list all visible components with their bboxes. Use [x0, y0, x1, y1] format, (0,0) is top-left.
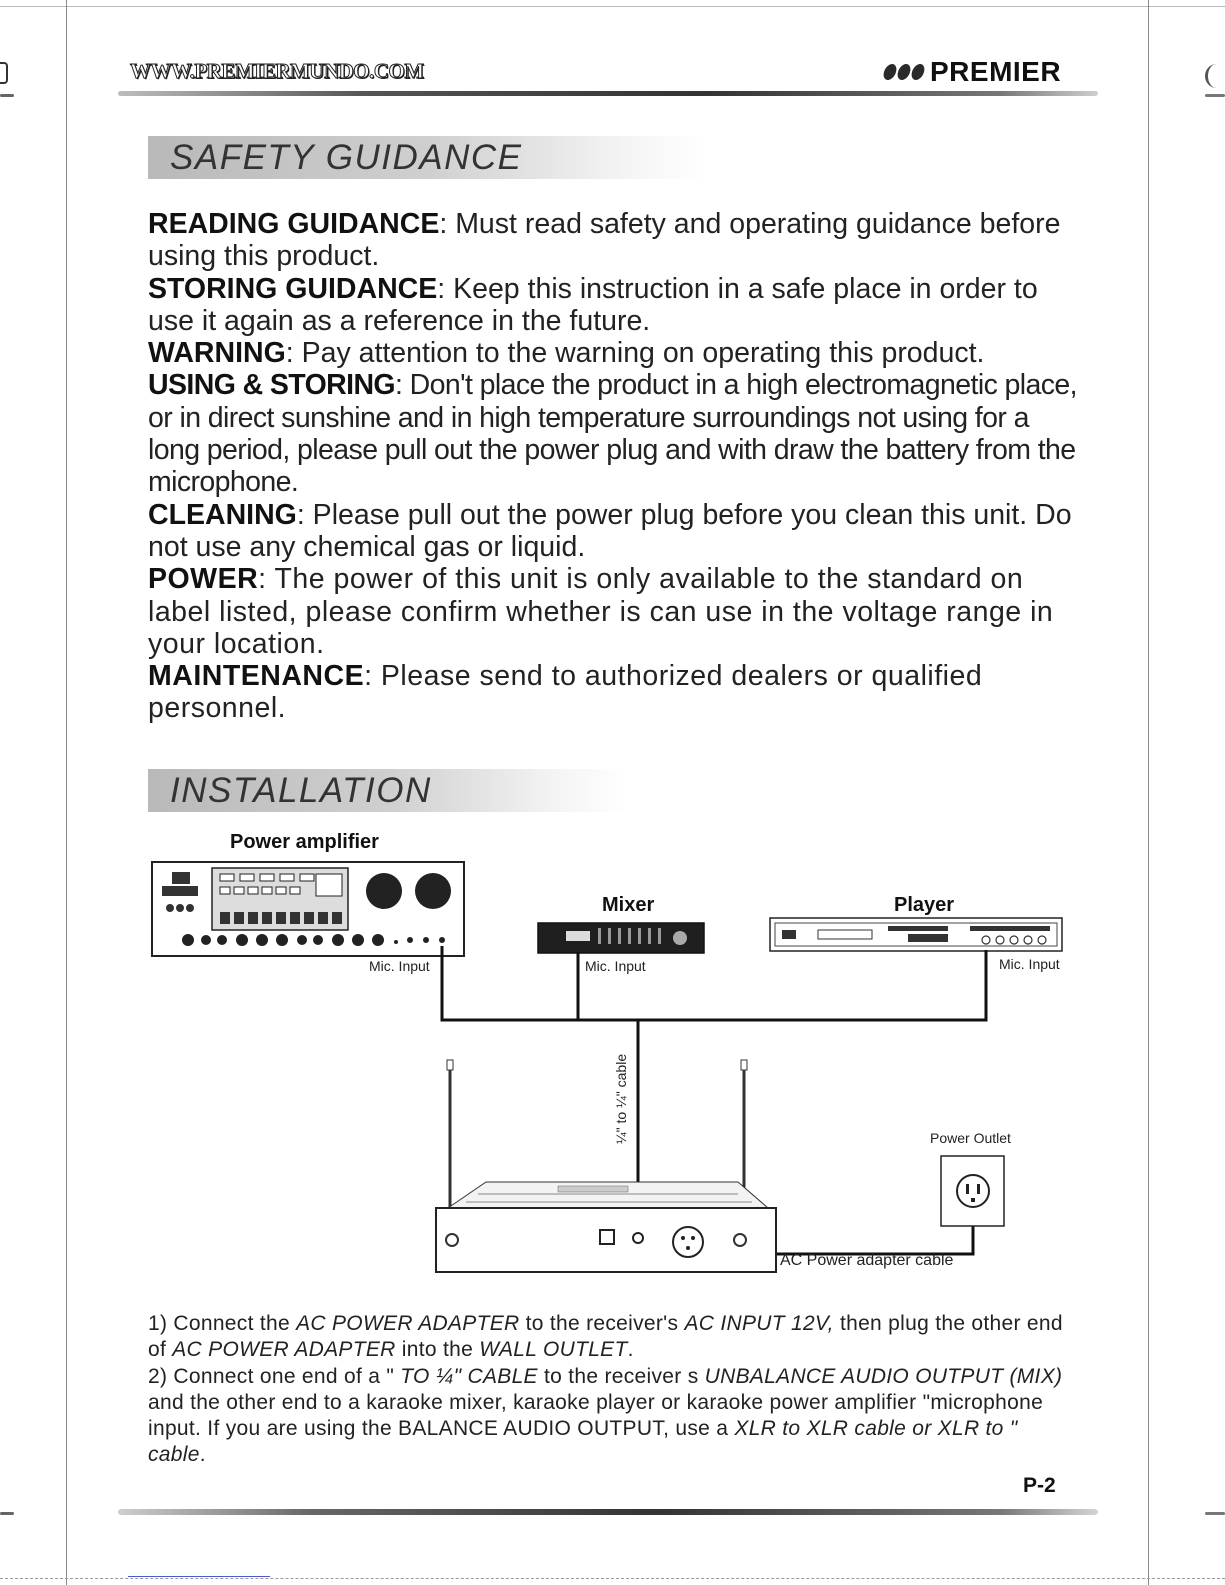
- installation-instructions: [148, 1311, 1068, 1469]
- safety-item-using-storing: USING & STORING: Don't place the product in a high electromagnetic place, or in direct sunshine and in high temperature surroundings not using for a long period, please pull out the power plug and with draw the battery from the microphone.: [148, 369, 1077, 499]
- adjacent-page-edge: [0, 62, 8, 84]
- safety-item-cleaning: CLEANING: Please pull out the power plug before you clean this unit. Do not use any chemical gas or liquid.: [148, 498, 1072, 563]
- power-outlet: [941, 1156, 1004, 1226]
- ac-adapter-cable-label: AC Power adapter cable: [780, 1252, 954, 1269]
- player-mic-input-label: Mic. Input: [999, 956, 1060, 972]
- page-left-border: [66, 0, 67, 1585]
- power-outlet-label: Power Outlet: [930, 1130, 1011, 1146]
- installation-section-title: INSTALLATION: [148, 769, 628, 812]
- receiver-device: [436, 1060, 776, 1272]
- player-device: [770, 918, 1062, 951]
- page-bottom-border: [0, 1578, 1225, 1580]
- safety-text: [148, 208, 1078, 725]
- adjacent-page-edge: [1205, 64, 1225, 88]
- page-number: P-2: [1023, 1474, 1056, 1497]
- safety-item-reading: READING GUIDANCE: Must read safety and operating guidance before using this product.: [148, 208, 1061, 273]
- page-top-border: [0, 0, 1225, 7]
- page-right-border: [1148, 0, 1149, 1585]
- instruction-step-2: 2) Connect one end of a " TO ¼" CABLE to the receiver s UNBALANCE AUDIO OUTPUT (MIX) and the other end to a karaoke mixer, karaoke player or karaoke power amplifier "microphone input. If you are using the BALANCE AUDIO OUTPUT, use a XLR to XLR cable or XLR to " cable.: [148, 1364, 1063, 1467]
- header-rule: [118, 91, 1098, 96]
- adjacent-page-rule: [1205, 1512, 1225, 1515]
- amp-mic-input-label: Mic. Input: [369, 958, 430, 974]
- adjacent-page-rule: [1205, 94, 1225, 97]
- bottom-link-underline: [128, 1576, 270, 1577]
- safety-item-storing: STORING GUIDANCE: Keep this instruction in a safe place in order to use it again as a reference in the future.: [148, 272, 1038, 337]
- mixer-device: [538, 923, 704, 953]
- adjacent-page-rule: [0, 94, 14, 97]
- installation-diagram: [148, 820, 1078, 1295]
- adjacent-page-rule: [0, 1512, 14, 1515]
- safety-item-warning: WARNING: Pay attention to the warning on operating this product.: [148, 337, 985, 370]
- safety-item-power: POWER: The power of this unit is only available to the standard on label listed, please confirm whether is can use in the voltage range in your location.: [148, 563, 1054, 660]
- power-amplifier-device: [152, 862, 464, 956]
- power-amplifier-label: Power amplifier: [230, 831, 379, 853]
- instruction-step-1: 1) Connect the AC POWER ADAPTER to the receiver's AC INPUT 12V, then plug the other end of AC POWER ADAPTER into the WALL OUTLET.: [148, 1312, 1063, 1362]
- mixer-label: Mixer: [602, 894, 655, 916]
- website-url[interactable]: WWW.PREMIERMUNDO.COM: [130, 59, 424, 83]
- footer-rule: [118, 1509, 1098, 1515]
- brand-logo: [884, 56, 1061, 88]
- safety-item-maintenance: MAINTENANCE: Please send to authorized dealers or qualified personnel.: [148, 660, 983, 725]
- brand-dots-icon: [884, 64, 924, 80]
- brand-name: PREMIER: [930, 56, 1062, 87]
- mixer-mic-input-label: Mic. Input: [585, 958, 646, 974]
- player-label: Player: [894, 894, 955, 916]
- safety-section-title: SAFETY GUIDANCE: [148, 136, 708, 179]
- cable-label: ¼" to ¼" cable: [613, 1053, 629, 1144]
